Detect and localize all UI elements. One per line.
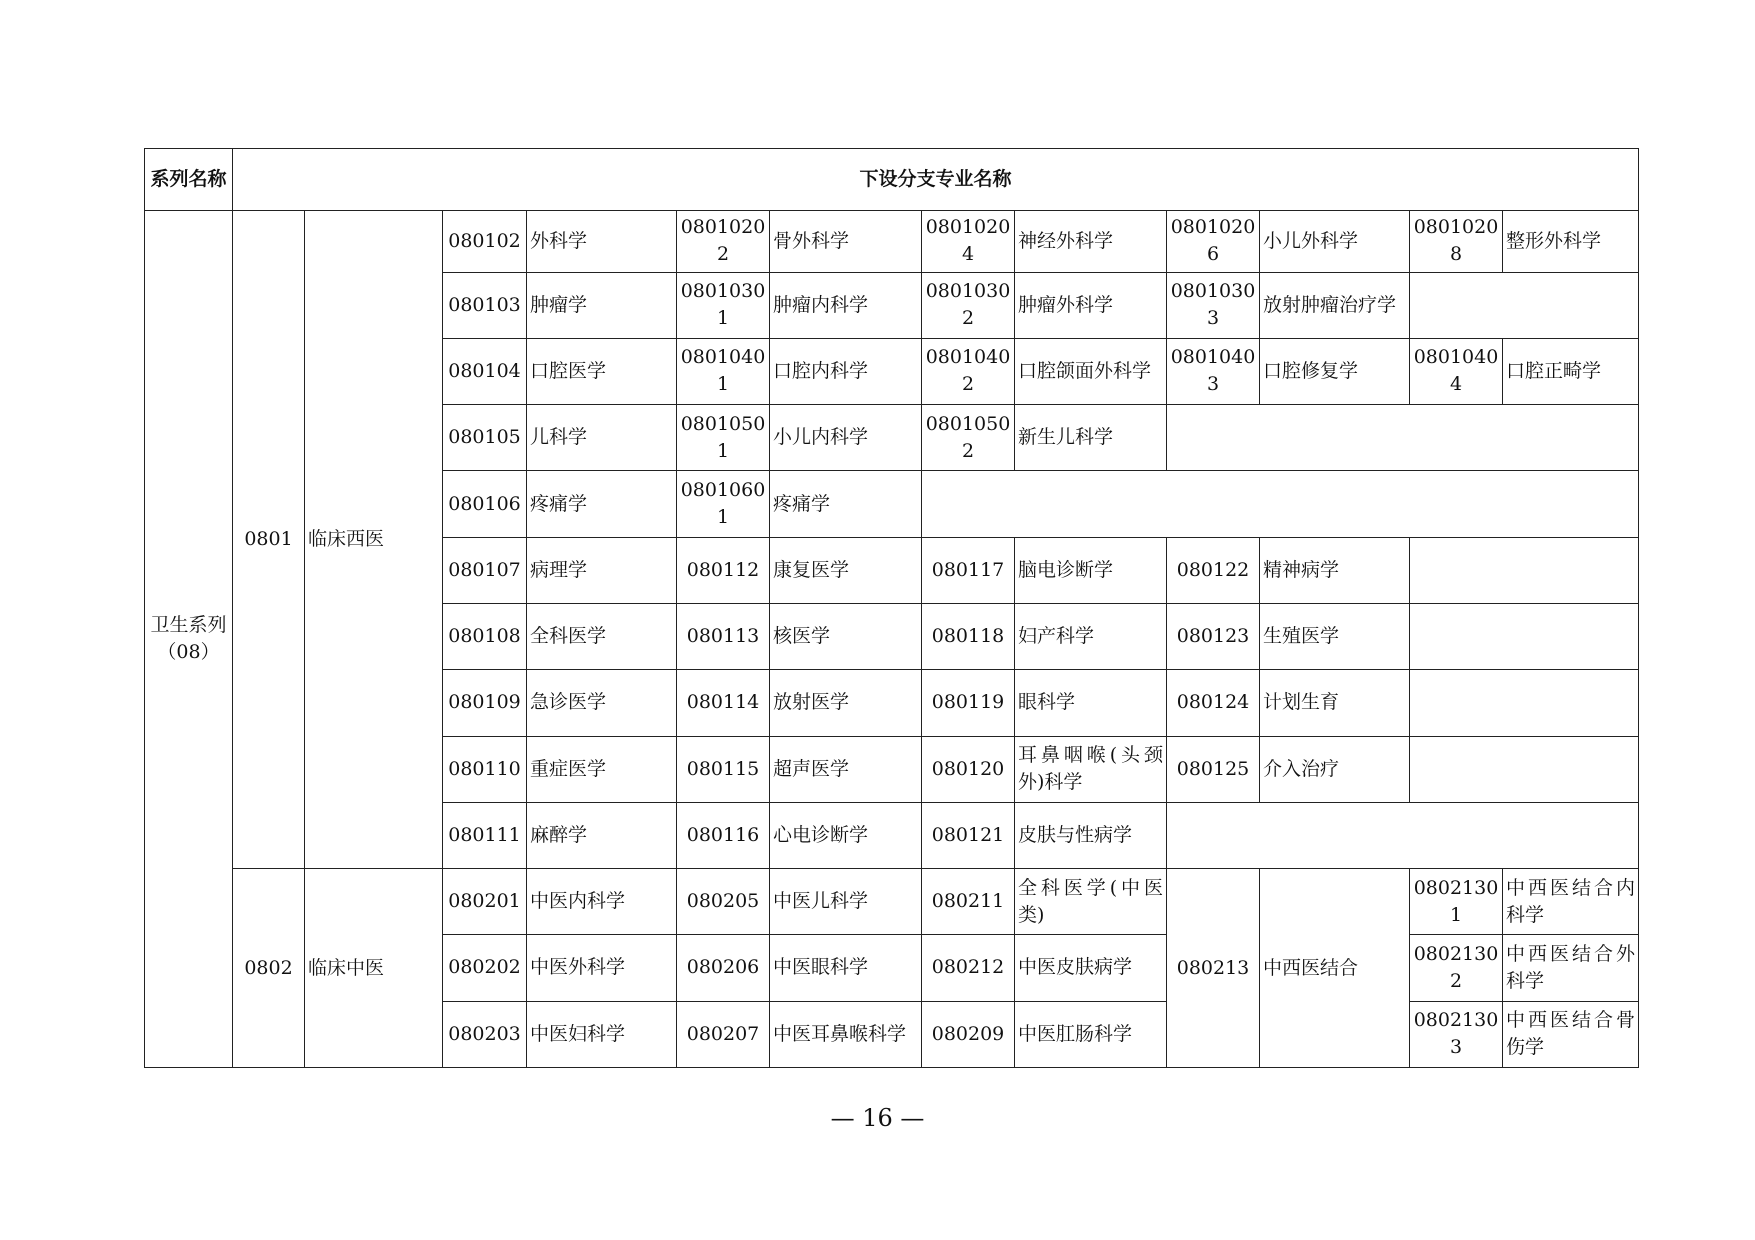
specialty-cell: 核医学 xyxy=(770,603,922,669)
specialty-cell: 麻醉学 xyxy=(527,802,677,868)
specialty-cell: 疼痛学 xyxy=(527,471,677,537)
specialty-cell: 肿瘤内科学 xyxy=(770,272,922,338)
code-cell: 08010403 xyxy=(1167,338,1260,404)
code-cell: 08010402 xyxy=(922,338,1015,404)
code-cell: 080107 xyxy=(443,537,527,603)
empty-cell xyxy=(1410,736,1639,802)
specialty-cell: 肿瘤学 xyxy=(527,272,677,338)
empty-cell xyxy=(1410,537,1639,603)
code-cell: 080124 xyxy=(1167,670,1260,736)
specialty-cell: 小儿外科学 xyxy=(1260,211,1410,272)
code-cell: 08010208 xyxy=(1410,211,1503,272)
group-code-0801: 0801 xyxy=(233,211,305,869)
code-cell: 080105 xyxy=(443,405,527,471)
code-cell: 08010302 xyxy=(922,272,1015,338)
group-name-0802: 临床中医 xyxy=(305,869,443,1068)
empty-cell xyxy=(1410,670,1639,736)
specialty-cell: 中医眼科学 xyxy=(770,935,922,1001)
code-cell: 08021301 xyxy=(1410,869,1503,935)
code-cell: 08010502 xyxy=(922,405,1015,471)
specialty-cell: 小儿内科学 xyxy=(770,405,922,471)
specialty-cell: 口腔医学 xyxy=(527,338,677,404)
specialty-cell: 中医内科学 xyxy=(527,869,677,935)
table-row xyxy=(145,211,1639,272)
code-cell: 08010601 xyxy=(677,471,770,537)
specialty-cell: 精神病学 xyxy=(1260,537,1410,603)
code-cell: 080112 xyxy=(677,537,770,603)
empty-cell xyxy=(922,471,1639,537)
specialty-cell: 中医外科学 xyxy=(527,935,677,1001)
code-cell: 08010401 xyxy=(677,338,770,404)
specialty-cell: 生殖医学 xyxy=(1260,603,1410,669)
code-cell: 08010301 xyxy=(677,272,770,338)
empty-cell xyxy=(1410,272,1639,338)
code-cell: 080113 xyxy=(677,603,770,669)
code-cell: 080104 xyxy=(443,338,527,404)
specialty-cell: 口腔颌面外科学 xyxy=(1015,338,1167,404)
header-row xyxy=(145,149,1639,211)
specialty-cell: 中医皮肤病学 xyxy=(1015,935,1167,1001)
code-cell: 080123 xyxy=(1167,603,1260,669)
code-cell: 080119 xyxy=(922,670,1015,736)
specialty-cell: 中西医结合外科学 xyxy=(1503,935,1639,1001)
code-cell: 080120 xyxy=(922,736,1015,802)
code-cell: 080205 xyxy=(677,869,770,935)
specialty-cell: 中西医结合 xyxy=(1260,869,1410,1068)
specialty-cell: 骨外科学 xyxy=(770,211,922,272)
code-cell: 080211 xyxy=(922,869,1015,935)
code-cell: 080118 xyxy=(922,603,1015,669)
group-name-0801: 临床西医 xyxy=(305,211,443,869)
empty-cell xyxy=(1167,802,1639,868)
specialty-cell: 中西医结合内科学 xyxy=(1503,869,1639,935)
specialty-cell: 耳鼻咽喉(头颈外)科学 xyxy=(1015,736,1167,802)
code-cell: 080115 xyxy=(677,736,770,802)
code-cell: 080110 xyxy=(443,736,527,802)
empty-cell xyxy=(1167,405,1639,471)
specialty-cell: 中西医结合骨伤学 xyxy=(1503,1001,1639,1067)
specialty-cell: 急诊医学 xyxy=(527,670,677,736)
code-cell: 080203 xyxy=(443,1001,527,1067)
series-cell: 卫生系列（08） xyxy=(145,211,233,1068)
specialty-cell: 口腔修复学 xyxy=(1260,338,1410,404)
page-number: — 16 — xyxy=(830,1104,925,1132)
code-cell: 080102 xyxy=(443,211,527,272)
sub-specialty-header: 下设分支专业名称 xyxy=(233,149,1639,211)
code-cell: 080122 xyxy=(1167,537,1260,603)
code-cell: 080108 xyxy=(443,603,527,669)
empty-cell xyxy=(1410,603,1639,669)
specialty-cell: 康复医学 xyxy=(770,537,922,603)
specialty-cell: 口腔正畸学 xyxy=(1503,338,1639,404)
code-cell: 08010501 xyxy=(677,405,770,471)
code-cell: 080212 xyxy=(922,935,1015,1001)
code-cell: 080116 xyxy=(677,802,770,868)
specialty-cell: 口腔内科学 xyxy=(770,338,922,404)
code-cell: 080106 xyxy=(443,471,527,537)
code-cell: 080202 xyxy=(443,935,527,1001)
specialty-cell: 中医耳鼻喉科学 xyxy=(770,1001,922,1067)
code-cell: 080206 xyxy=(677,935,770,1001)
code-cell: 080121 xyxy=(922,802,1015,868)
code-cell: 080125 xyxy=(1167,736,1260,802)
specialty-cell: 全科医学 xyxy=(527,603,677,669)
specialty-cell: 计划生育 xyxy=(1260,670,1410,736)
specialty-cell: 重症医学 xyxy=(527,736,677,802)
specialty-cell: 眼科学 xyxy=(1015,670,1167,736)
specialty-cell: 肿瘤外科学 xyxy=(1015,272,1167,338)
code-cell: 08010303 xyxy=(1167,272,1260,338)
specialty-cell: 放射医学 xyxy=(770,670,922,736)
specialty-cell: 中医妇科学 xyxy=(527,1001,677,1067)
table-row xyxy=(145,869,1639,935)
specialty-cell: 心电诊断学 xyxy=(770,802,922,868)
code-cell: 080117 xyxy=(922,537,1015,603)
specialty-cell: 儿科学 xyxy=(527,405,677,471)
code-cell: 080109 xyxy=(443,670,527,736)
specialty-cell: 新生儿科学 xyxy=(1015,405,1167,471)
specialty-cell: 外科学 xyxy=(527,211,677,272)
specialty-cell: 中医肛肠科学 xyxy=(1015,1001,1167,1067)
code-cell: 080207 xyxy=(677,1001,770,1067)
specialty-cell: 妇产科学 xyxy=(1015,603,1167,669)
code-cell: 08010404 xyxy=(1410,338,1503,404)
specialty-cell: 疼痛学 xyxy=(770,471,922,537)
specialty-cell: 病理学 xyxy=(527,537,677,603)
code-cell: 080111 xyxy=(443,802,527,868)
specialty-cell: 全科医学(中医类) xyxy=(1015,869,1167,935)
code-cell: 080209 xyxy=(922,1001,1015,1067)
specialty-cell: 脑电诊断学 xyxy=(1015,537,1167,603)
code-cell: 080213 xyxy=(1167,869,1260,1068)
code-cell: 08021303 xyxy=(1410,1001,1503,1067)
code-cell: 080114 xyxy=(677,670,770,736)
specialty-cell: 放射肿瘤治疗学 xyxy=(1260,272,1410,338)
code-cell: 080201 xyxy=(443,869,527,935)
code-cell: 08010206 xyxy=(1167,211,1260,272)
specialty-cell: 介入治疗 xyxy=(1260,736,1410,802)
specialty-cell: 皮肤与性病学 xyxy=(1015,802,1167,868)
code-cell: 080103 xyxy=(443,272,527,338)
specialty-table xyxy=(144,148,1639,1068)
specialty-cell: 超声医学 xyxy=(770,736,922,802)
code-cell: 08021302 xyxy=(1410,935,1503,1001)
group-code-0802: 0802 xyxy=(233,869,305,1068)
specialty-cell: 整形外科学 xyxy=(1503,211,1639,272)
series-name-header: 系列名称 xyxy=(145,149,233,211)
code-cell: 08010202 xyxy=(677,211,770,272)
specialty-cell: 中医儿科学 xyxy=(770,869,922,935)
specialty-cell: 神经外科学 xyxy=(1015,211,1167,272)
code-cell: 08010204 xyxy=(922,211,1015,272)
